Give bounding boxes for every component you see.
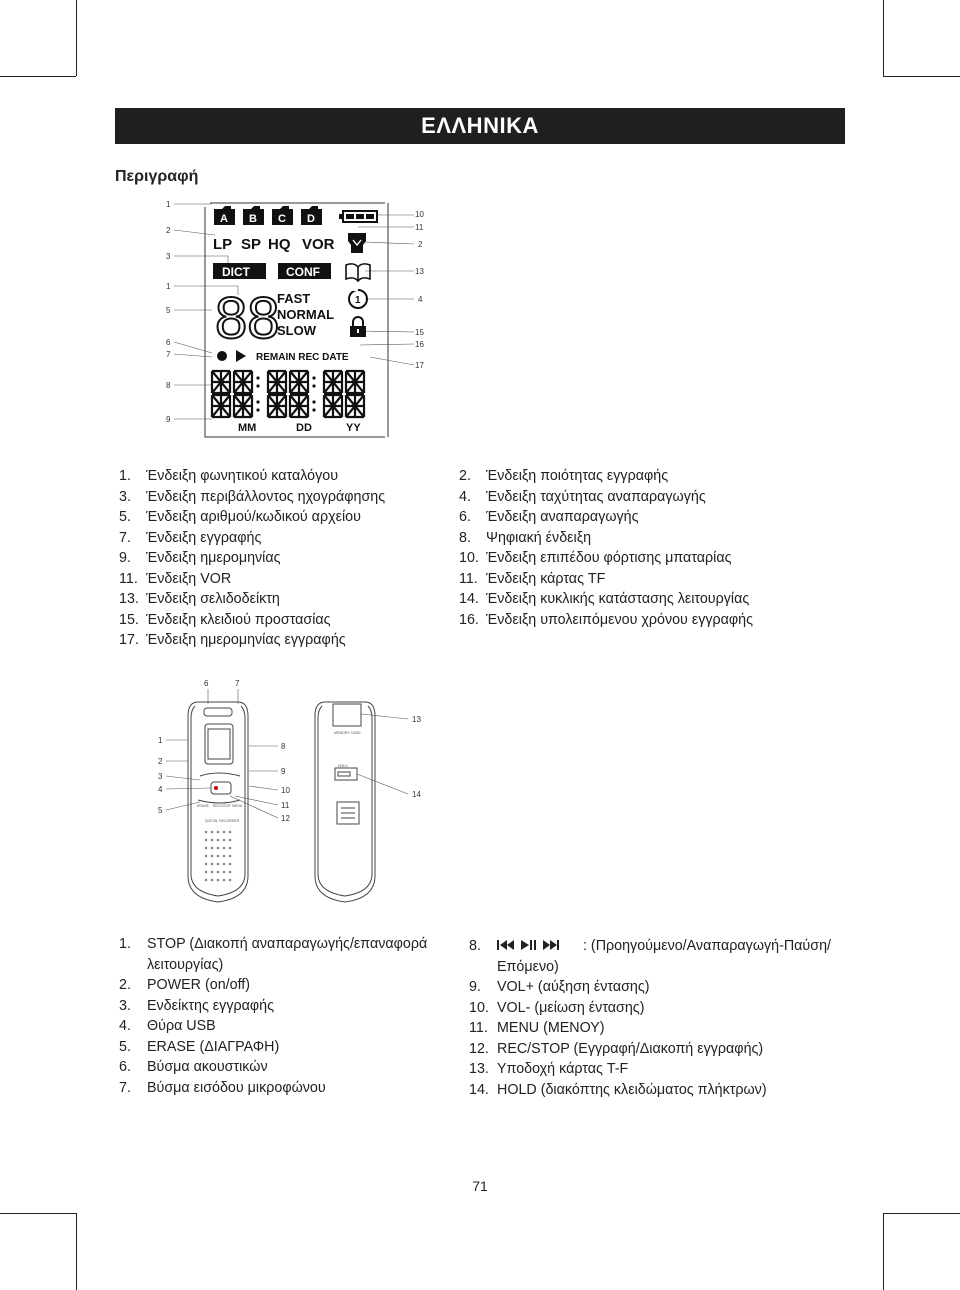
lcd-quality-lp: LP [213,236,233,253]
crop-mark-bottom-right-v [883,1213,884,1290]
lcd-callout-right: 16 [415,340,424,349]
list-item: 6. Βύσμα ακουστικών [119,1059,268,1075]
list-item: 13. Ένδειξη σελιδοδείκτη [119,591,280,607]
list-item: 9. Ένδειξη ημερομηνίας [119,550,281,566]
device-legend-left [119,934,449,1098]
list-item: 9. VOL+ (αύξηση έντασης) [469,979,650,995]
list-item: 3. Ένδειξη περιβάλλοντος ηχογράφησης [119,488,386,505]
lcd-segment-digit [234,371,252,393]
lcd-folder-a: A [220,213,228,225]
lcd-colon-dot [256,384,259,387]
lcd-diagram [160,195,440,445]
list-item: 8. Ψηφιακή ένδειξη [459,529,592,546]
list-item: 15. Ένδειξη κλειδιού προστασίας [119,611,331,628]
lcd-callout-right: 10 [415,210,424,219]
lcd-segment-digit [290,395,308,417]
lcd-callout-left: 6 [166,338,171,347]
list-item: 8. : (Προηγούμενο/Αναπαραγωγή-Παύση/ Επόμενο) [469,938,831,975]
lcd-callout-left: 1 [166,200,171,209]
lcd-colon-dot [256,400,259,403]
hold-label: HOLD [338,764,348,768]
language-banner [115,108,845,144]
list-item: 13. Υποδοχή κάρτας T-F [469,1061,629,1077]
list-item: 12. REC/STOP (Εγγραφή/Διακοπή εγγραφής) [469,1040,764,1057]
crop-mark-bottom-left-v [76,1213,77,1290]
list-item: 5. ERASE (ΔΙΑΓΡΑΦΗ) [119,1038,280,1055]
device-callout: 10 [281,786,290,795]
lcd-callout-right: 2 [418,240,423,249]
lcd-folder-b: B [249,213,257,225]
lcd-segment-digit [346,371,364,393]
lcd-folder-c: C [278,213,286,225]
lcd-folder-d: D [307,213,315,225]
list-item: 7. Βύσμα εισόδου μικροφώνου [119,1079,326,1096]
lcd-colon-dot [256,376,259,379]
lcd-callout-left: 9 [166,415,171,424]
list-item: 11. Ένδειξη κάρτας TF [459,570,606,587]
lcd-speed-normal: NORMAL [277,307,335,322]
memory-card-label: MEMORY CARD [334,731,361,735]
lcd-vor: VOR [302,236,335,253]
crop-mark-top-right-v [883,0,884,76]
lcd-callout-right: 15 [415,328,424,337]
lcd-quality-sp: SP [241,236,262,253]
rec-stop-label: REC/STOP [213,804,231,808]
erase-label: ERASE [197,804,209,808]
lcd-file-digits: 88 [215,286,280,351]
transport-description: : (Προηγούμενο/Αναπαραγωγή-Παύση/ Επόμενο) [497,938,831,975]
lcd-dict: DICT [222,265,250,279]
lcd-quality-hq: HQ [268,236,291,253]
lcd-conf: CONF [286,265,320,279]
lcd-colon-dot [312,400,315,403]
lcd-callout-left: 3 [166,252,171,261]
recorder-front [188,702,248,902]
list-item: 11. MENU (ΜΕΝΟΥ) [469,1020,605,1036]
device-callout: 7 [235,679,240,688]
lcd-segment-digit [324,371,342,393]
lcd-segment-digit [212,395,230,417]
lcd-callout-left: 5 [166,306,171,315]
lcd-callout-left: 2 [166,226,171,235]
lcd-callout-right: 4 [418,295,423,304]
lcd-segment-digit [268,395,286,417]
crop-mark-top-right-h [883,76,960,77]
battery-icon [339,211,377,222]
lcd-callout-left: 1 [166,282,171,291]
list-item: 17. Ένδειξη ημερομηνίας εγγραφής [119,632,346,648]
lcd-speed-fast: FAST [277,291,311,306]
lcd-segment-digit [268,371,286,393]
device-callout: 12 [281,814,290,823]
lcd-callout-right: 11 [415,223,424,232]
list-item: 14. HOLD (διακόπτης κλειδώματος πλήκτρων) [469,1081,767,1098]
lcd-big-digits [215,286,280,351]
lcd-colon-dot [312,376,315,379]
loop-digit: 1 [355,295,361,306]
device-callout: 5 [158,806,163,815]
crop-mark-bottom-right-h [883,1213,960,1214]
device-callout: 8 [281,742,286,751]
list-item: 7. Ένδειξη εγγραφής [119,529,262,546]
lcd-legend-left [119,466,385,651]
loop-icon [349,287,367,308]
page-number: 71 [472,1178,488,1194]
device-legend-right [469,934,849,1100]
lcd-callout-left: 8 [166,381,171,390]
lcd-segment-digit [290,371,308,393]
device-callout: 3 [158,772,163,781]
play-icon [236,350,246,362]
device-callout: 2 [158,757,163,766]
lcd-speed-slow: SLOW [277,323,316,338]
tf-card-icon [348,233,366,253]
lcd-segment-digit [324,395,342,417]
device-diagram [150,672,440,912]
lcd-status-labels: REMAIN REC DATE [256,352,349,363]
device-callout: 1 [158,736,163,745]
lcd-segment-digit [212,371,230,393]
crop-mark-bottom-left-h [0,1213,76,1214]
lcd-callout-right: 17 [415,361,424,370]
list-item: 16. Ένδειξη υπολειπόμενου χρόνου εγγραφής [459,611,754,628]
list-item: 2. POWER (on/off) [119,977,251,993]
list-item: 4. Ένδειξη ταχύτητας αναπαραγωγής [459,488,706,505]
lcd-legend-right [459,466,753,630]
list-item: 4. Θύρα USB [119,1018,216,1034]
list-item: 2. Ένδειξη ποιότητας εγγραφής [459,468,669,484]
device-callout: 9 [281,767,286,776]
list-item: 5. Ένδειξη αριθμού/κωδικού αρχείου [119,509,361,525]
crop-mark-top-left-h [0,76,76,77]
list-item: 11. Ένδειξη VOR [119,570,232,587]
lcd-colon-dot [312,408,315,411]
lcd-segment-digit [234,395,252,417]
lcd-date-mm: MM [238,422,257,434]
record-icon [217,351,227,361]
lcd-callout-right: 13 [415,267,424,276]
lcd-date-dd: DD [296,422,312,434]
list-item: 1. STOP (Διακοπή αναπαραγωγής/επαναφορά λειτουργίας) [119,936,428,973]
device-callout: 6 [204,679,209,688]
device-callout: 11 [281,801,290,810]
lock-icon [350,317,366,337]
crop-mark-top-left-v [76,0,77,76]
device-callout: 13 [412,715,421,724]
device-callout: 14 [412,790,421,799]
section-title: Περιγραφή [115,168,199,185]
lcd-segment-digits [212,371,364,417]
device-callout: 4 [158,785,163,794]
list-item: 3. Ενδείκτης εγγραφής [119,997,274,1014]
language-banner-text: ΕΛΛΗΝΙΚΑ [421,113,539,138]
lcd-segment-digit [346,395,364,417]
list-item: 1. Ένδειξη φωνητικού καταλόγου [119,468,339,484]
menu-label: MENU [232,804,243,808]
bookmark-icon [346,264,370,281]
list-item: 6. Ένδειξη αναπαραγωγής [459,509,639,525]
list-item: 10. VOL- (μείωση έντασης) [469,999,645,1016]
lcd-date-yy: YY [346,422,361,434]
lcd-callout-left: 7 [166,350,171,359]
lcd-colon-dot [312,384,315,387]
digital-recorder-label: DIGITAL RECORDER [205,819,240,823]
list-item: 14. Ένδειξη κυκλικής κατάστασης λειτουργίας [459,591,750,607]
lcd-colon-dot [256,408,259,411]
list-item: 10. Ένδειξη επιπέδου φόρτισης μπαταρίας [459,550,732,566]
transport-icons [497,939,579,951]
